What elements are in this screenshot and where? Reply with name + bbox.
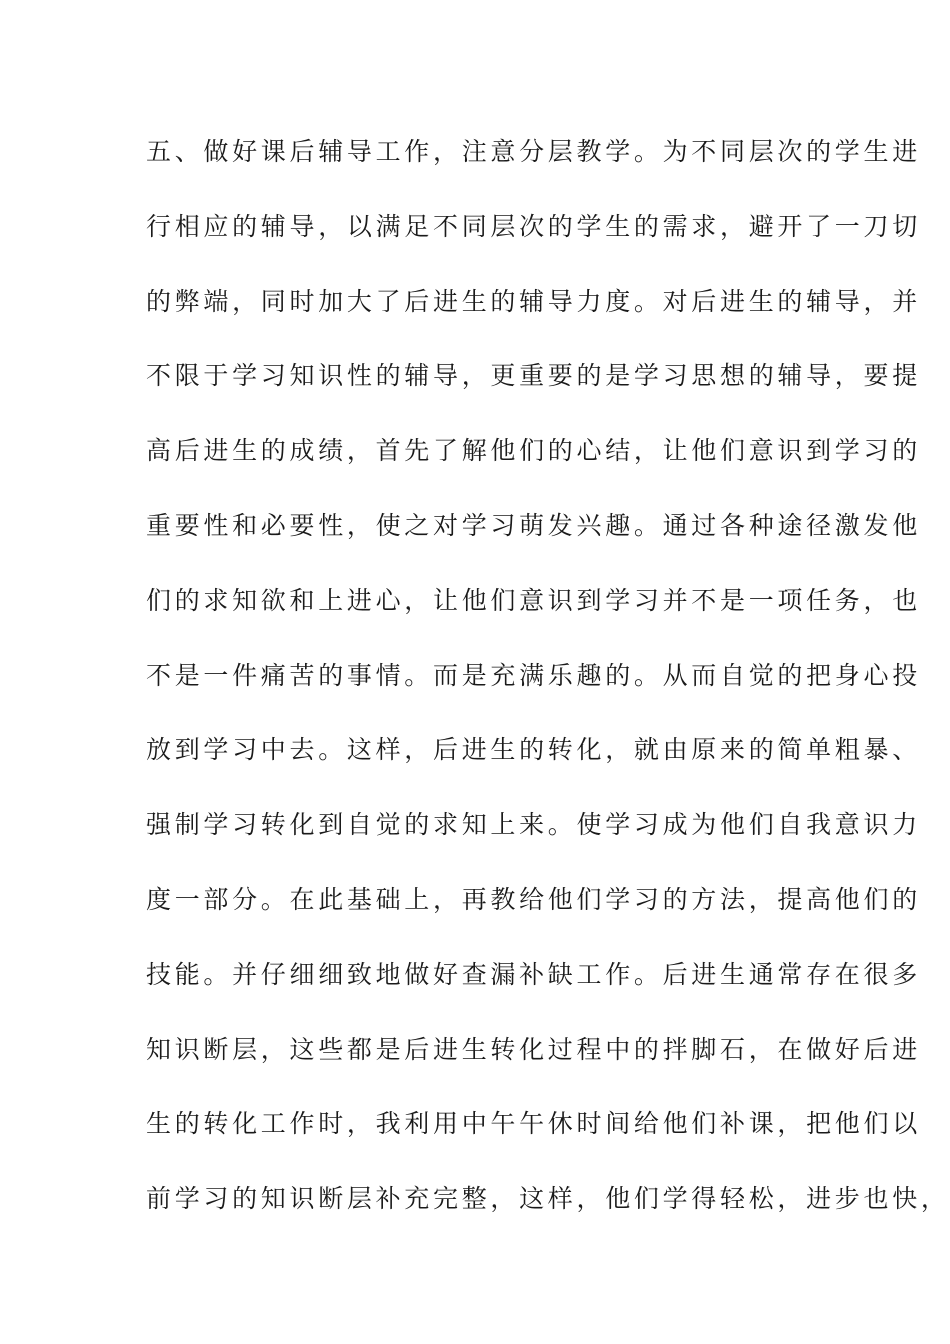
body-paragraph	[146, 134, 950, 1256]
text-line: 重要性和必要性，使之对学习萌发兴趣。通过各种途径激发他	[146, 510, 921, 540]
text-line: 度一部分。在此基础上，再教给他们学习的方法，提高他们的	[146, 884, 921, 914]
text-line: 强制学习转化到自觉的求知上来。使学习成为他们自我意识力	[146, 810, 921, 840]
text-line: 的弊端，同时加大了后进生的辅导力度。对后进生的辅导，并	[146, 286, 921, 316]
text-line: 五、做好课后辅导工作，注意分层教学。为不同层次的学生进	[146, 137, 921, 166]
text-line: 生的转化工作时，我利用中午午休时间给他们补课，把他们以	[146, 1109, 921, 1139]
text-line: 行相应的辅导，以满足不同层次的学生的需求，避开了一刀切	[146, 211, 921, 241]
text-line: 高后进生的成绩，首先了解他们的心结，让他们意识到学习的	[146, 436, 921, 466]
text-line: 们的求知欲和上进心，让他们意识到学习并不是一项任务，也	[146, 585, 921, 615]
text-line: 不是一件痛苦的事情。而是充满乐趣的。从而自觉的把身心投	[146, 660, 921, 690]
text-line: 技能。并仔细细致地做好查漏补缺工作。后进生通常存在很多	[146, 959, 921, 989]
text-line: 放到学习中去。这样，后进生的转化，就由原来的简单粗暴、	[146, 735, 921, 765]
text-line: 知识断层，这些都是后进生转化过程中的拌脚石，在做好后进	[146, 1034, 921, 1064]
text-line: 前学习的知识断层补充完整，这样，他们学得轻松，进步也快，	[146, 1184, 950, 1214]
text-line: 不限于学习知识性的辅导，更重要的是学习思想的辅导，要提	[146, 361, 921, 391]
